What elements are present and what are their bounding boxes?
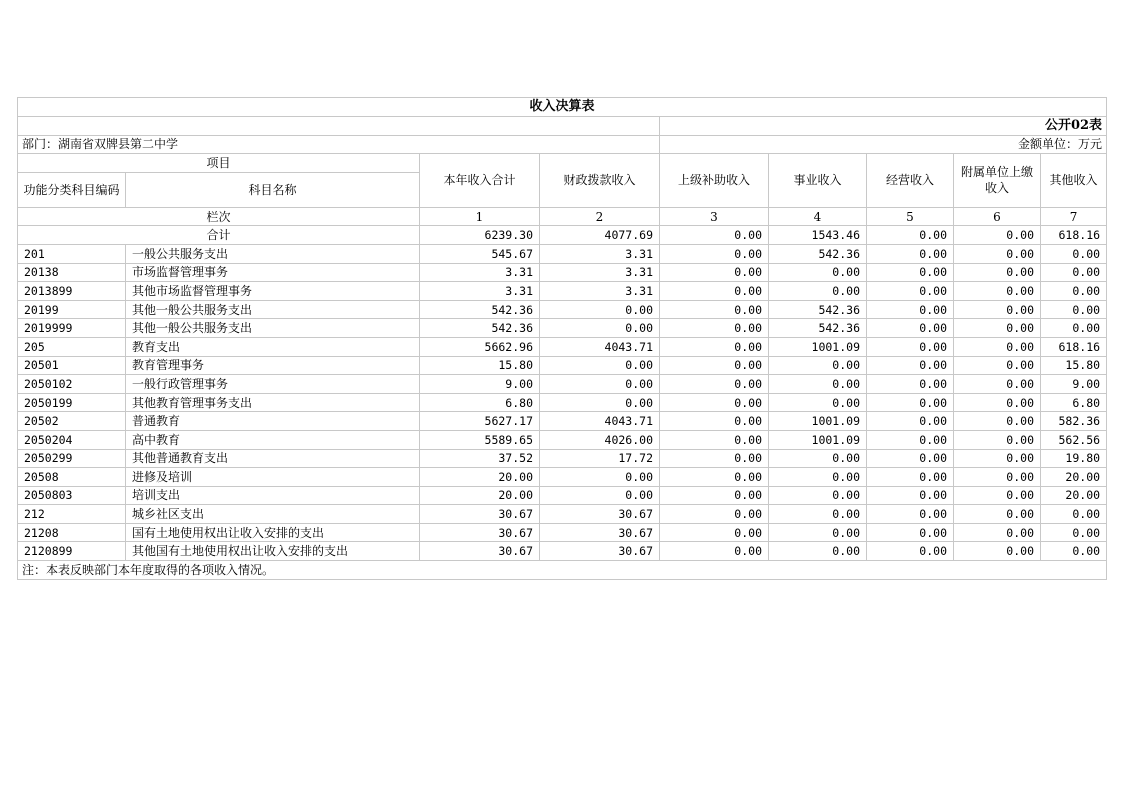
row-value: 0.00: [954, 337, 1041, 356]
row-value: 582.36: [1041, 412, 1107, 431]
row-code: 205: [18, 337, 126, 356]
row-value: 4043.71: [540, 337, 660, 356]
row-value: 0.00: [769, 356, 867, 375]
table-row: [18, 244, 1107, 263]
total-value: 0.00: [954, 226, 1041, 245]
header-col-total: 本年收入合计: [420, 154, 540, 208]
income-statement-sheet: [17, 97, 1106, 580]
row-value: 30.67: [420, 505, 540, 524]
row-value: 0.00: [540, 356, 660, 375]
row-value: 0.00: [540, 300, 660, 319]
row-value: 542.36: [420, 300, 540, 319]
row-value: 20.00: [1041, 468, 1107, 487]
row-value: 0.00: [660, 300, 769, 319]
header-col-fiscal: 财政拨款收入: [540, 154, 660, 208]
table-row: [18, 486, 1107, 505]
header-name: 科目名称: [126, 172, 420, 207]
row-value: 0.00: [867, 542, 954, 561]
row-value: 0.00: [540, 375, 660, 394]
header-col-superior: 上级补助收入: [660, 154, 769, 208]
row-value: 0.00: [660, 337, 769, 356]
row-value: 0.00: [954, 430, 1041, 449]
row-code: 2013899: [18, 282, 126, 301]
col-index: 6: [954, 207, 1041, 226]
row-name: 城乡社区支出: [126, 505, 420, 524]
row-value: 0.00: [954, 542, 1041, 561]
row-value: 6.80: [420, 393, 540, 412]
table-row: [18, 542, 1107, 561]
table-row: [18, 375, 1107, 394]
row-code: 2050102: [18, 375, 126, 394]
row-value: 542.36: [769, 300, 867, 319]
row-value: 20.00: [420, 486, 540, 505]
table-row: [18, 300, 1107, 319]
row-value: 0.00: [867, 319, 954, 338]
row-value: 0.00: [954, 319, 1041, 338]
row-name: 教育支出: [126, 337, 420, 356]
row-code: 212: [18, 505, 126, 524]
row-code: 2120899: [18, 542, 126, 561]
row-value: 542.36: [769, 244, 867, 263]
row-value: 0.00: [769, 375, 867, 394]
row-value: 0.00: [540, 393, 660, 412]
row-value: 545.67: [420, 244, 540, 263]
row-code: 20199: [18, 300, 126, 319]
row-value: 15.80: [1041, 356, 1107, 375]
row-value: 0.00: [660, 542, 769, 561]
row-value: 0.00: [867, 523, 954, 542]
row-code: 2050204: [18, 430, 126, 449]
row-name: 一般公共服务支出: [126, 244, 420, 263]
row-value: 20.00: [420, 468, 540, 487]
income-table: [17, 97, 1107, 580]
row-value: 9.00: [420, 375, 540, 394]
total-value: 0.00: [867, 226, 954, 245]
row-value: 20.00: [1041, 486, 1107, 505]
row-value: 0.00: [954, 263, 1041, 282]
row-value: 0.00: [954, 468, 1041, 487]
row-value: 3.31: [540, 263, 660, 282]
row-value: 0.00: [660, 523, 769, 542]
row-value: 3.31: [420, 263, 540, 282]
row-value: 0.00: [867, 244, 954, 263]
total-value: 0.00: [660, 226, 769, 245]
row-value: 30.67: [540, 523, 660, 542]
header-col-other: 其他收入: [1041, 154, 1107, 208]
unit-label: 金额单位：万元: [660, 135, 1107, 154]
blank-cell: [18, 117, 660, 136]
row-value: 618.16: [1041, 337, 1107, 356]
row-name: 其他教育管理事务支出: [126, 393, 420, 412]
row-value: 0.00: [660, 263, 769, 282]
row-value: 562.56: [1041, 430, 1107, 449]
row-value: 0.00: [769, 263, 867, 282]
row-value: 4026.00: [540, 430, 660, 449]
row-value: 19.80: [1041, 449, 1107, 468]
row-value: 0.00: [769, 542, 867, 561]
row-value: 5589.65: [420, 430, 540, 449]
row-value: 0.00: [660, 412, 769, 431]
row-value: 0.00: [660, 356, 769, 375]
row-code: 201: [18, 244, 126, 263]
row-name: 其他市场监督管理事务: [126, 282, 420, 301]
col-index: 3: [660, 207, 769, 226]
row-name: 国有土地使用权出让收入安排的支出: [126, 523, 420, 542]
row-value: 0.00: [954, 505, 1041, 524]
row-code: 2019999: [18, 319, 126, 338]
row-value: 0.00: [954, 375, 1041, 394]
row-value: 0.00: [867, 375, 954, 394]
table-row: [18, 523, 1107, 542]
row-name: 教育管理事务: [126, 356, 420, 375]
row-value: 0.00: [1041, 244, 1107, 263]
row-name: 普通教育: [126, 412, 420, 431]
row-value: 0.00: [867, 449, 954, 468]
row-value: 4043.71: [540, 412, 660, 431]
table-row: [18, 430, 1107, 449]
row-value: 0.00: [660, 486, 769, 505]
row-value: 0.00: [660, 319, 769, 338]
row-name: 培训支出: [126, 486, 420, 505]
row-value: 0.00: [769, 282, 867, 301]
row-value: 0.00: [867, 412, 954, 431]
row-value: 0.00: [867, 337, 954, 356]
row-code: 2050199: [18, 393, 126, 412]
row-value: 0.00: [867, 430, 954, 449]
header-item: 项目: [18, 154, 420, 173]
table-row: [18, 393, 1107, 412]
row-value: 0.00: [1041, 505, 1107, 524]
row-value: 6.80: [1041, 393, 1107, 412]
row-code: 2050299: [18, 449, 126, 468]
header-col-business: 事业收入: [769, 154, 867, 208]
row-value: 0.00: [954, 523, 1041, 542]
row-value: 3.31: [420, 282, 540, 301]
row-value: 0.00: [1041, 319, 1107, 338]
row-value: 0.00: [769, 523, 867, 542]
col-index: 5: [867, 207, 954, 226]
row-value: 0.00: [954, 486, 1041, 505]
row-value: 0.00: [660, 468, 769, 487]
row-value: 37.52: [420, 449, 540, 468]
row-value: 0.00: [660, 393, 769, 412]
table-row: [18, 263, 1107, 282]
total-value: 6239.30: [420, 226, 540, 245]
table-title: 收入决算表: [18, 98, 1107, 117]
col-index: 1: [420, 207, 540, 226]
row-value: 0.00: [954, 393, 1041, 412]
table-row: [18, 319, 1107, 338]
table-row: [18, 356, 1107, 375]
row-value: 5627.17: [420, 412, 540, 431]
row-value: 30.67: [420, 523, 540, 542]
total-row: [18, 226, 1107, 245]
row-value: 0.00: [954, 412, 1041, 431]
row-value: 17.72: [540, 449, 660, 468]
table-row: [18, 505, 1107, 524]
row-value: 542.36: [769, 319, 867, 338]
row-value: 30.67: [540, 542, 660, 561]
table-row: [18, 449, 1107, 468]
table-row: [18, 282, 1107, 301]
row-value: 0.00: [954, 449, 1041, 468]
row-value: 0.00: [867, 505, 954, 524]
row-name: 一般行政管理事务: [126, 375, 420, 394]
row-value: 9.00: [1041, 375, 1107, 394]
row-value: 5662.96: [420, 337, 540, 356]
table-row: [18, 412, 1107, 431]
row-value: 0.00: [660, 430, 769, 449]
total-label: 合计: [18, 226, 420, 245]
row-value: 0.00: [769, 468, 867, 487]
row-value: 542.36: [420, 319, 540, 338]
row-value: 1001.09: [769, 337, 867, 356]
row-code: 20502: [18, 412, 126, 431]
row-code: 20508: [18, 468, 126, 487]
row-value: 0.00: [954, 244, 1041, 263]
row-value: 0.00: [867, 468, 954, 487]
row-value: 1001.09: [769, 412, 867, 431]
total-value: 618.16: [1041, 226, 1107, 245]
col-index: 7: [1041, 207, 1107, 226]
row-value: 30.67: [540, 505, 660, 524]
row-value: 15.80: [420, 356, 540, 375]
row-value: 0.00: [867, 356, 954, 375]
row-value: 0.00: [1041, 282, 1107, 301]
row-value: 0.00: [540, 486, 660, 505]
department-label: 部门：湖南省双牌县第二中学: [18, 135, 660, 154]
row-value: 0.00: [540, 319, 660, 338]
row-value: 0.00: [769, 449, 867, 468]
row-value: 0.00: [867, 282, 954, 301]
row-value: 0.00: [867, 393, 954, 412]
row-name: 进修及培训: [126, 468, 420, 487]
row-name: 其他普通教育支出: [126, 449, 420, 468]
header-col-operating: 经营收入: [867, 154, 954, 208]
header-code: 功能分类科目编码: [18, 172, 126, 207]
row-value: 0.00: [1041, 542, 1107, 561]
row-value: 30.67: [420, 542, 540, 561]
row-value: 3.31: [540, 244, 660, 263]
row-value: 0.00: [540, 468, 660, 487]
row-name: 高中教育: [126, 430, 420, 449]
total-value: 1543.46: [769, 226, 867, 245]
row-value: 0.00: [660, 449, 769, 468]
row-value: 0.00: [867, 300, 954, 319]
row-value: 0.00: [769, 393, 867, 412]
row-name: 其他国有土地使用权出让收入安排的支出: [126, 542, 420, 561]
row-value: 0.00: [660, 375, 769, 394]
row-value: 0.00: [954, 356, 1041, 375]
table-row: [18, 337, 1107, 356]
table-note: 注：本表反映部门本年度取得的各项收入情况。: [18, 561, 1107, 580]
row-value: 1001.09: [769, 430, 867, 449]
row-value: 0.00: [660, 282, 769, 301]
row-value: 0.00: [660, 244, 769, 263]
row-value: 0.00: [769, 486, 867, 505]
row-value: 0.00: [769, 505, 867, 524]
row-code: 20138: [18, 263, 126, 282]
row-value: 0.00: [1041, 263, 1107, 282]
header-col-affiliate: 附属单位上缴收入: [954, 154, 1041, 208]
row-code: 21208: [18, 523, 126, 542]
table-row: [18, 468, 1107, 487]
row-value: 0.00: [954, 300, 1041, 319]
row-code: 2050803: [18, 486, 126, 505]
form-number: 公开02表: [660, 117, 1107, 136]
row-value: 0.00: [867, 486, 954, 505]
col-index: 4: [769, 207, 867, 226]
row-name: 市场监督管理事务: [126, 263, 420, 282]
row-value: 0.00: [867, 263, 954, 282]
row-code: 20501: [18, 356, 126, 375]
row-name: 其他一般公共服务支出: [126, 300, 420, 319]
row-value: 0.00: [660, 505, 769, 524]
col-index-label: 栏次: [18, 207, 420, 226]
row-value: 0.00: [954, 282, 1041, 301]
row-value: 0.00: [1041, 300, 1107, 319]
row-value: 3.31: [540, 282, 660, 301]
total-value: 4077.69: [540, 226, 660, 245]
col-index: 2: [540, 207, 660, 226]
row-value: 0.00: [1041, 523, 1107, 542]
row-name: 其他一般公共服务支出: [126, 319, 420, 338]
